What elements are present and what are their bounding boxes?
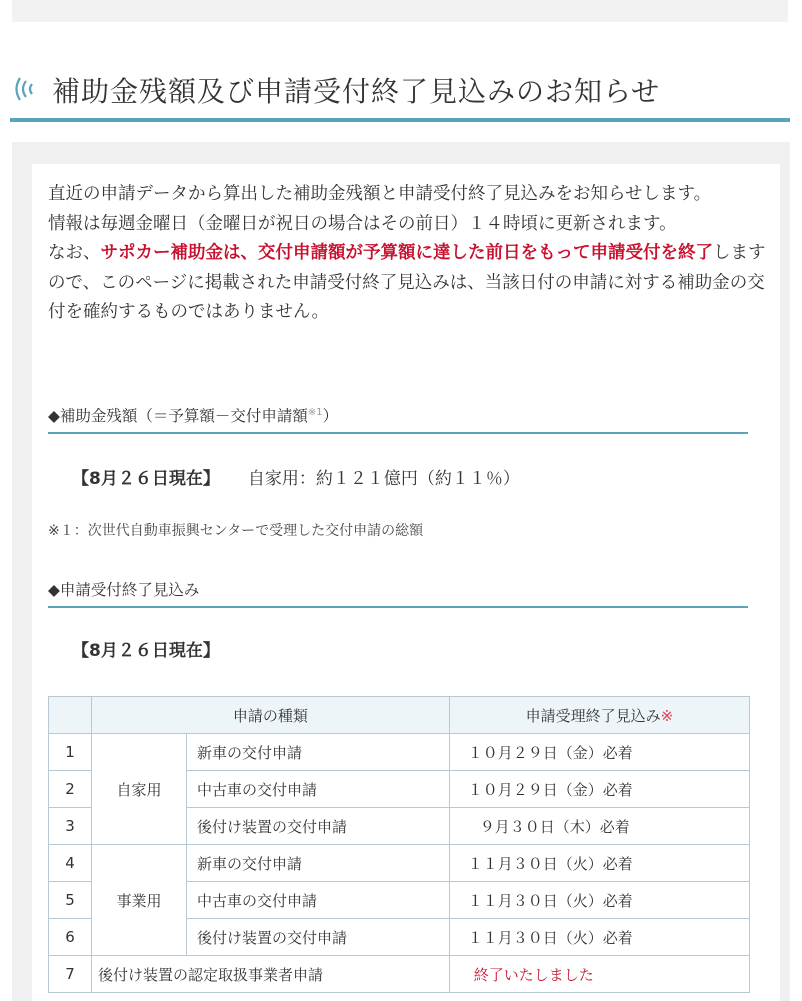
intro-suffix: しますので、このページに掲載された申請受付終了見込みは、当該日付の申請に対する補助金の交付を確約するものではありません。 [48, 243, 766, 322]
table-row [49, 956, 750, 993]
row-number: 4 [49, 845, 92, 882]
row-deadline: １１月３０日（火）必着 [449, 919, 749, 956]
row-deadline: １０月２９日（金）必着 [449, 734, 749, 771]
row-deadline: １１月３０日（火）必着 [449, 845, 749, 882]
intro-line-1: 直近の申請データから算出した補助金残額と申請受付終了見込みをお知らせします。 [48, 184, 712, 204]
remaining-title-close: ） [322, 407, 339, 425]
header-deadline [449, 697, 749, 734]
row-number: 7 [49, 956, 92, 993]
group-business: 事業用 [92, 845, 187, 956]
table-row [49, 734, 750, 771]
intro-text [48, 180, 768, 328]
header-type: 申請の種類 [92, 697, 450, 734]
deadline-date: 【8月２６日現在】 [72, 641, 220, 661]
group-private: 自家用 [92, 734, 187, 845]
intro-prefix: なお、 [48, 243, 101, 263]
remaining-value: 自家用：約１２１億円（約１１％） [247, 469, 520, 489]
intro-line-2: 情報は毎週金曜日（金曜日が祝日の場合はその前日）１４時頃に更新されます。 [48, 213, 677, 234]
remaining-date: 【8月２６日現在】 [72, 469, 220, 489]
header-deadline-mark: ※ [660, 706, 674, 725]
row-type: 後付け装置の認定取扱事業者申請 [92, 956, 450, 993]
top-strip [12, 0, 788, 22]
deadline-table [48, 696, 750, 993]
content-panel [12, 142, 790, 1001]
remaining-footnote: ※１：次世代自動車振興センターで受理した交付申請の総額 [48, 523, 424, 539]
page-title: 補助金残額及び申請受付終了見込みのお知らせ [52, 75, 661, 108]
row-number: 3 [49, 808, 92, 845]
row-type: 新車の交付申請 [187, 734, 450, 771]
header-number [49, 697, 92, 734]
deadline-section-title [48, 578, 748, 608]
deadline-title-text: ◆申請受付終了見込み [48, 581, 200, 599]
row-deadline: １０月２９日（金）必着 [449, 771, 749, 808]
intro-emphasis: サポカー補助金は、交付申請額が予算額に達した前日をもって申請受付を終了 [100, 243, 713, 263]
content-card [32, 164, 780, 1001]
page-heading [10, 60, 790, 122]
row-number: 5 [49, 882, 92, 919]
row-type: 後付け装置の交付申請 [187, 919, 450, 956]
row-number: 1 [49, 734, 92, 771]
row-type: 新車の交付申請 [187, 845, 450, 882]
remaining-section-title [48, 404, 748, 434]
header-deadline-label: 申請受理終了見込み [525, 706, 661, 725]
intro-line-3 [48, 239, 768, 328]
remaining-title-text: ◆補助金残額（＝予算額－交付申請額 [48, 407, 308, 425]
row-type: 後付け装置の交付申請 [187, 808, 450, 845]
row-number: 6 [49, 919, 92, 956]
row-deadline-ended: 終了いたしました [449, 956, 749, 993]
table-header-row [49, 697, 750, 734]
row-deadline: ９月３０日（木）必着 [449, 808, 749, 845]
row-deadline: １１月３０日（火）必着 [449, 882, 749, 919]
remaining-date-line [72, 464, 520, 489]
signal-waves-icon [12, 74, 42, 104]
remaining-title-note-mark: ※1 [307, 406, 323, 418]
row-number: 2 [49, 771, 92, 808]
deadline-date-line [72, 636, 248, 661]
row-type: 中古車の交付申請 [187, 771, 450, 808]
row-type: 中古車の交付申請 [187, 882, 450, 919]
table-row [49, 845, 750, 882]
